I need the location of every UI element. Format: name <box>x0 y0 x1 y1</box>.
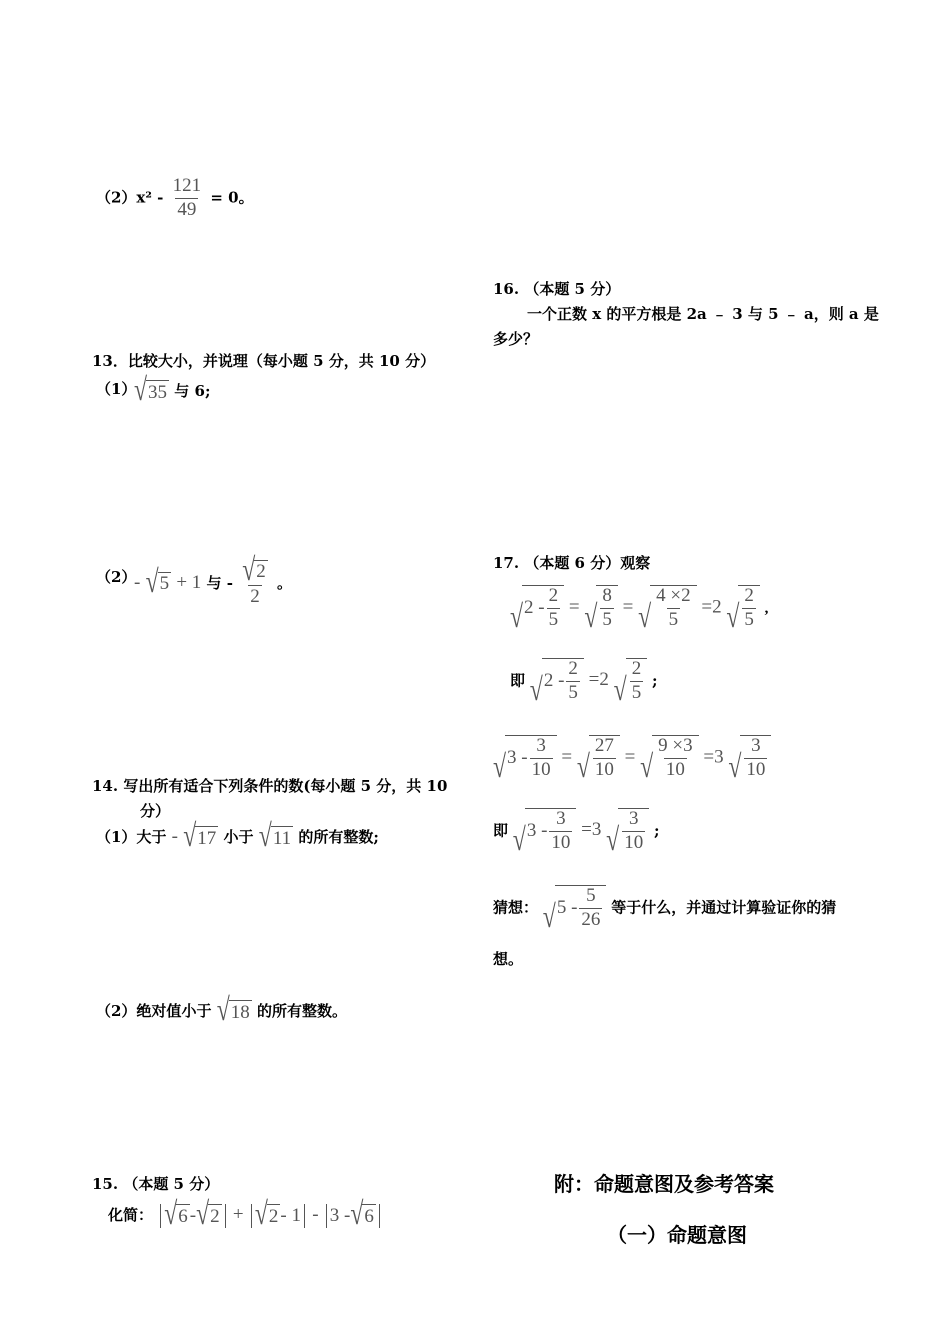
p13-title: 13．比较大小，并说理（每小题 5 分，共 10 分） <box>92 352 436 370</box>
sqrt-17: √ 17 <box>183 819 217 855</box>
p15-title: 15. （本题 5 分） <box>92 1175 220 1193</box>
p16-line2: 多少？ <box>493 330 539 348</box>
sqrt-35: √ 35 <box>134 373 168 409</box>
p17-row4: 即 √ 3 - $\frac{3}{10}$ =3 √ $\frac{3}{10}$ ; <box>493 808 660 859</box>
p12-equation: （2）x² - $\frac{121}{49}$ = 0。 <box>96 175 254 220</box>
p17-row3: √ 3 - $\frac{3}{10}$ = √ $\frac{27}{10}$ = √ $\frac{9 \times 3}{10}$ =3 √ $\frac{3}{10}$ <box>493 735 771 781</box>
abs-group-3: 3 - √ 6 <box>326 1204 380 1228</box>
p17-row1: √ 2 - $\frac{2}{5}$ = √ $\frac{8}{5}$ = √ $\frac{4 \times 2}{5}$ =2 √ $\frac{2}{5}$ , <box>510 585 769 636</box>
p17-title: 17. （本题 6 分）观察 <box>493 554 651 572</box>
appendix-subtitle: （一）命题意图 <box>607 1223 747 1247</box>
p12-fraction: $\frac{121}{49}$ <box>172 175 202 220</box>
p13-s1-expr: √ 35 与 6; <box>134 373 211 409</box>
p13-s2-label: （2） <box>96 568 137 586</box>
appendix-title: 附：命题意图及参考答案 <box>554 1172 774 1196</box>
abs-group-2: √ 2 - 1 <box>251 1204 305 1228</box>
p17-row2: 即 √ 2 - $\frac{2}{5}$ =2 √ $\frac{2}{5}$ ; <box>510 658 658 709</box>
p17-guess-cont: 想。 <box>493 950 524 968</box>
p15-expr: 化简： √ 6 - √ 2 + √ 2 - 1 - 3 - √ 6 <box>108 1204 382 1228</box>
p14-s2: （2）绝对值小于 √ 18 的所有整数。 <box>96 993 347 1029</box>
sqrt-11: √ 11 <box>258 819 292 855</box>
p14-s1: （1）大于 - √ 17 小于 √ 11 的所有整数; <box>96 819 379 855</box>
p13-s1-label: （1） <box>96 380 137 398</box>
p16-line1: 一个正数 x 的平方根是 2a ﹣ 3 与 5 ﹣ a，则 a 是 <box>527 305 879 323</box>
p14-title: 14. 写出所有适合下列条件的数(每小题 5 分，共 10 <box>92 777 448 795</box>
p17-guess: 猜想： √ 5 - $\frac{5}{26}$ 等于什么，并通过计算验证你的猜 <box>493 885 837 936</box>
sqrt-18: √ 18 <box>216 993 250 1029</box>
sqrt2-over-2: √ 2 2 <box>242 553 266 607</box>
p14-title-cont: 分） <box>140 802 171 820</box>
p16-title: 16. （本题 5 分） <box>493 280 621 298</box>
abs-group-1: √ 6 - √ 2 <box>160 1204 225 1228</box>
sqrt-5: √ 5 <box>145 565 170 601</box>
p13-s2-expr: - √ 5 + 1 与 - √ 2 2 。 <box>134 553 293 607</box>
